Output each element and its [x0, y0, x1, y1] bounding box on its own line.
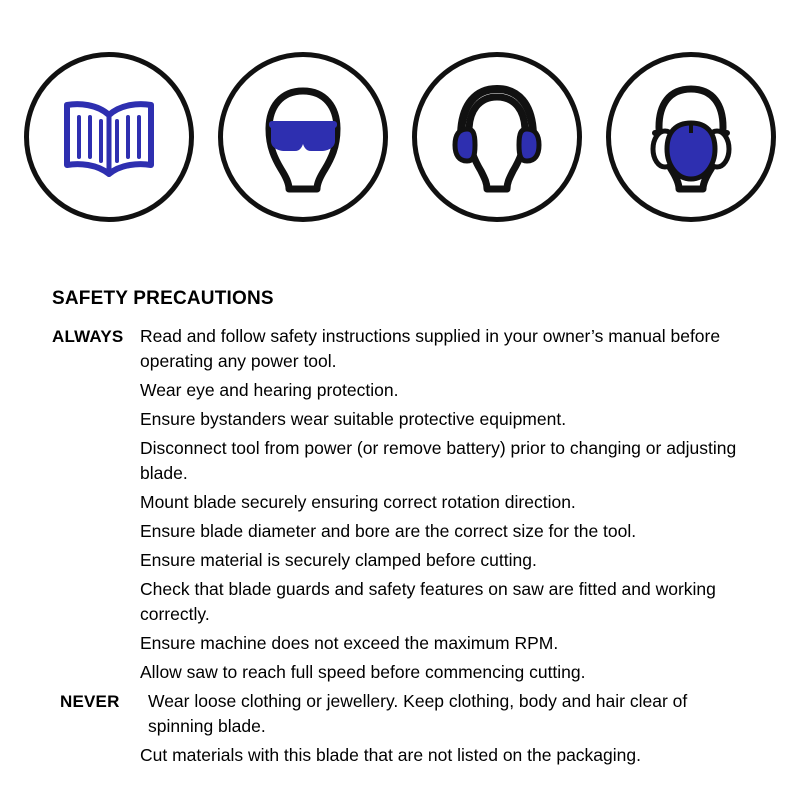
always-item-text: Ensure material is securely clamped before cutting.: [140, 550, 537, 570]
safety-text-block: [52, 288, 752, 772]
always-rule-2: [52, 378, 752, 403]
always-item-text: Ensure blade diameter and bore are the correct size for the tool.: [140, 521, 637, 541]
always-item-text: Read and follow safety instructions supplied in your owner’s manual before operating any power tool.: [140, 326, 721, 371]
always-rule-4: [52, 436, 752, 486]
always-rule-5: [52, 490, 752, 515]
always-rule-9: [52, 631, 752, 656]
always-item-text: Ensure machine does not exceed the maximum RPM.: [140, 633, 559, 653]
always-group: [52, 324, 752, 685]
never-item-text: Wear loose clothing or jewellery. Keep clothing, body and hair clear of spinning blade.: [148, 691, 688, 736]
always-rule-3: [52, 407, 752, 432]
never-group: [52, 689, 752, 768]
never-label: NEVER: [60, 692, 120, 711]
always-item-text: Disconnect tool from power (or remove battery) prior to changing or adjusting blade.: [140, 438, 737, 483]
ear-protection-icon: [412, 52, 582, 222]
always-item-text: Ensure bystanders wear suitable protective equipment.: [140, 409, 567, 429]
always-item-text: Check that blade guards and safety features on saw are fitted and working correctly.: [140, 579, 716, 624]
respirator-icon: [606, 52, 776, 222]
always-item-text: Wear eye and hearing protection.: [140, 380, 399, 400]
always-item-text: Allow saw to reach full speed before commencing cutting.: [140, 662, 586, 682]
page-title: SAFETY PRECAUTIONS: [52, 288, 274, 309]
always-rule-8: [52, 577, 752, 627]
always-rule-10: [52, 660, 752, 685]
never-rule-1: [52, 689, 752, 739]
never-item-text: Cut materials with this blade that are not listed on the packaging.: [140, 745, 641, 765]
always-rule-6: [52, 519, 752, 544]
always-label: ALWAYS: [52, 327, 124, 346]
pictogram-row: [0, 52, 800, 222]
always-rule-1: [52, 324, 752, 374]
always-rule-7: [52, 548, 752, 573]
always-item-text: Mount blade securely ensuring correct rotation direction.: [140, 492, 576, 512]
never-rule-2: [52, 743, 752, 768]
read-manual-icon: [24, 52, 194, 222]
eye-protection-icon: [218, 52, 388, 222]
